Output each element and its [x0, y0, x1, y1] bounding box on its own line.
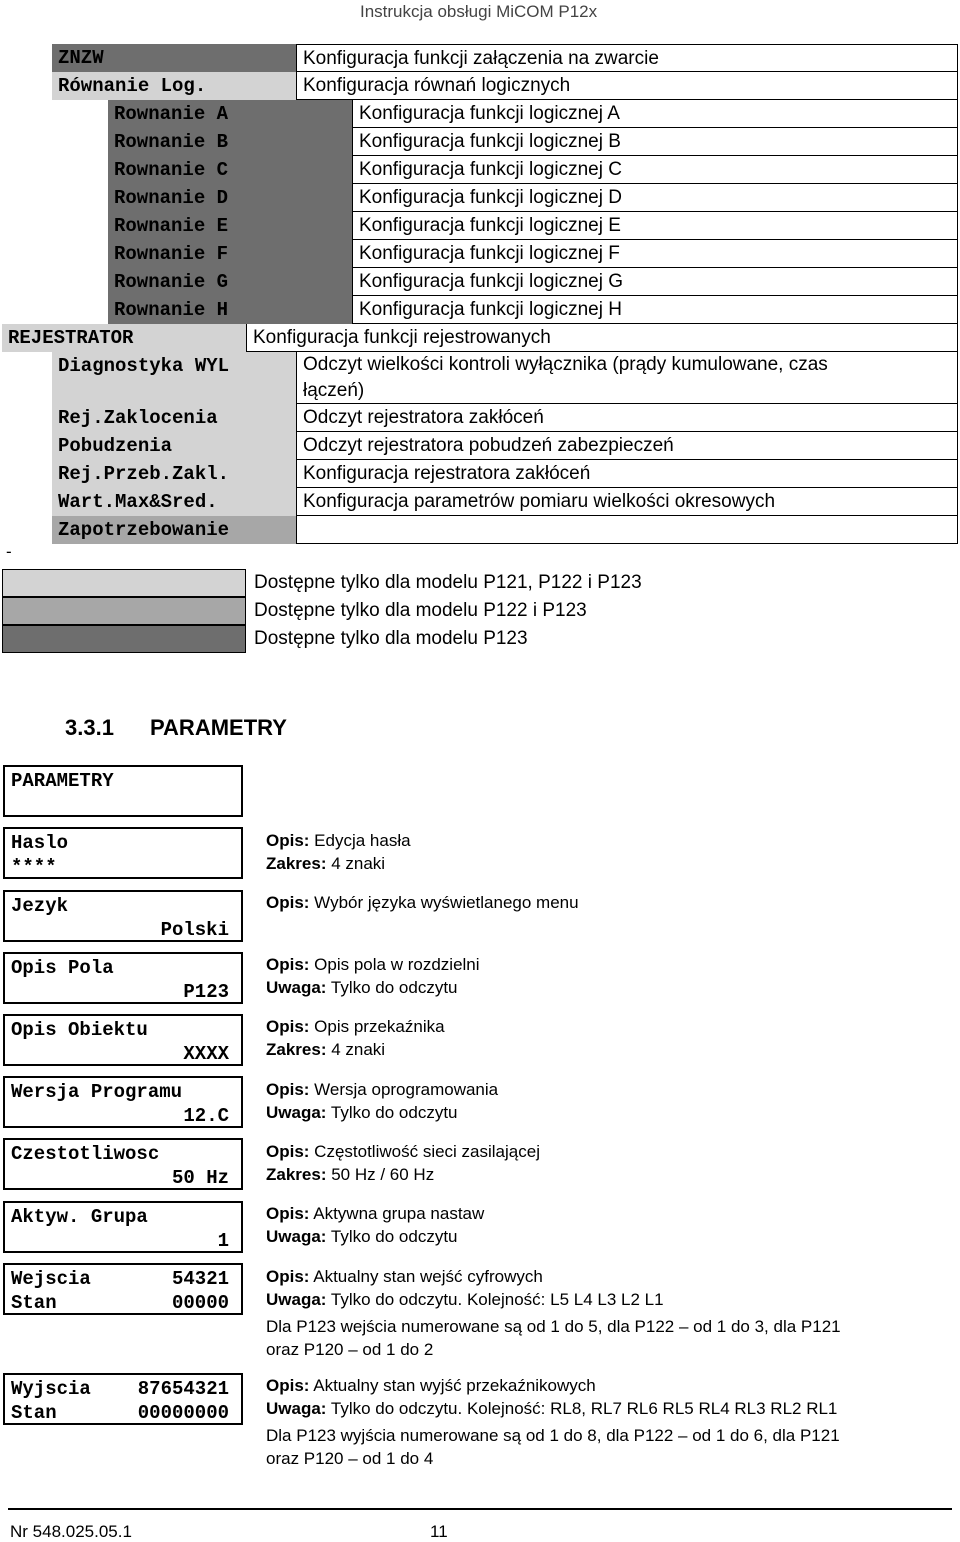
desc-text: Opis pola w rozdzielni — [309, 955, 480, 974]
desc-text: Tylko do odczytu — [326, 978, 458, 997]
menu-row — [0, 324, 960, 352]
param-box-frequency — [3, 1138, 243, 1190]
menu-code: ZNZW — [52, 44, 296, 72]
param-label: Jezyk — [11, 895, 69, 917]
desc-text: 4 znaki — [326, 1040, 386, 1059]
desc-label: Opis: — [266, 893, 310, 912]
param-desc — [266, 1202, 956, 1248]
param-box-object-desc — [3, 1014, 243, 1066]
param-desc — [266, 891, 956, 914]
param-box-language — [3, 890, 243, 942]
param-desc — [266, 1140, 956, 1186]
desc-text: Tylko do odczytu. Kolejność: L5 L4 L3 L2 L1 — [326, 1290, 664, 1309]
header-title: Instrukcja obsługi MiCOM P12x — [360, 2, 598, 21]
menu-desc: Konfiguracja funkcji rejestrowanych — [246, 324, 958, 352]
menu-code: Rownanie C — [108, 156, 352, 184]
menu-code: Rej.Zaklocenia — [52, 404, 296, 432]
menu-code: REJESTRATOR — [2, 324, 246, 352]
param-desc — [266, 1015, 956, 1061]
desc-label: Uwaga: — [266, 1399, 327, 1418]
desc-label: Zakres: — [266, 854, 327, 873]
menu-row — [0, 184, 960, 212]
param-label-2: Stan — [11, 1292, 57, 1314]
menu-code: Rownanie G — [108, 268, 352, 296]
menu-desc: Konfiguracja funkcji logicznej H — [352, 296, 958, 324]
desc-label: Opis: — [266, 1017, 310, 1036]
menu-desc — [296, 352, 958, 404]
desc-text: Aktualny stan wejść cyfrowych — [309, 1267, 543, 1286]
desc-label: Uwaga: — [266, 978, 327, 997]
menu-desc-line: Odczyt wielkości kontroli wyłącznika (prądy kumulowane, czas — [303, 354, 828, 375]
menu-row — [0, 516, 960, 544]
desc-note: oraz P120 – od 1 do 2 — [266, 1340, 434, 1359]
menu-code: Równanie Log. — [52, 72, 296, 100]
desc-text: Edycja hasła — [309, 831, 411, 850]
legend-text: Dostępne tylko dla modelu P121, P122 i P123 — [254, 572, 642, 593]
desc-text: Tylko do odczytu — [326, 1227, 458, 1246]
param-value: 00000000 — [137, 1402, 229, 1424]
menu-desc: Konfiguracja funkcji logicznej D — [352, 184, 958, 212]
menu-code: Rownanie H — [108, 296, 352, 324]
menu-row — [0, 156, 960, 184]
desc-label: Opis: — [266, 1376, 310, 1395]
param-value: XXXX — [183, 1043, 229, 1065]
param-label-2: Stan — [11, 1402, 57, 1424]
legend-text: Dostępne tylko dla modelu P122 i P123 — [254, 600, 587, 621]
param-head-box — [3, 765, 243, 817]
param-index: 87654321 — [137, 1378, 229, 1400]
param-box-active-group — [3, 1201, 243, 1253]
menu-code: Rownanie B — [108, 128, 352, 156]
desc-note: Dla P123 wejścia numerowane są od 1 do 5, dla P122 – od 1 do 3, dla P121 — [266, 1317, 841, 1336]
param-label: Opis Pola — [11, 957, 114, 979]
footer-page-number: 11 — [430, 1522, 448, 1541]
menu-desc-line: łączeń) — [303, 380, 365, 401]
param-desc — [266, 829, 956, 875]
param-head-label: PARAMETRY — [11, 770, 114, 792]
menu-code: Rownanie A — [108, 100, 352, 128]
menu-desc: Konfiguracja funkcji logicznej F — [352, 240, 958, 268]
param-desc — [266, 1265, 956, 1361]
menu-code: Rownanie E — [108, 212, 352, 240]
desc-label: Zakres: — [266, 1165, 327, 1184]
menu-desc: Konfiguracja funkcji logicznej B — [352, 128, 958, 156]
desc-label: Zakres: — [266, 1040, 327, 1059]
param-box-software-version — [3, 1076, 243, 1128]
menu-row — [0, 488, 960, 516]
desc-label: Opis: — [266, 1080, 310, 1099]
menu-desc: Odczyt rejestratora pobudzeń zabezpieczeń — [296, 432, 958, 460]
desc-label: Opis: — [266, 955, 310, 974]
param-label: Wersja Programu — [11, 1081, 183, 1103]
menu-row — [0, 432, 960, 460]
param-index: 54321 — [171, 1268, 229, 1290]
menu-desc: Konfiguracja funkcji logicznej E — [352, 212, 958, 240]
param-desc — [266, 1374, 956, 1470]
menu-desc — [296, 516, 958, 544]
menu-desc: Konfiguracja funkcji logicznej C — [352, 156, 958, 184]
param-label: Wejscia — [11, 1268, 91, 1290]
menu-code: Zapotrzebowanie — [52, 516, 296, 544]
menu-row — [0, 212, 960, 240]
desc-label: Uwaga: — [266, 1227, 327, 1246]
desc-text: Częstotliwość sieci zasilającej — [309, 1142, 540, 1161]
menu-code: Rej.Przeb.Zakl. — [52, 460, 296, 488]
section-title: PARAMETRY — [150, 715, 287, 740]
desc-text: Tylko do odczytu — [326, 1103, 458, 1122]
section-number: 3.3.1 — [65, 715, 114, 740]
menu-row — [0, 352, 960, 404]
menu-desc: Konfiguracja parametrów pomiaru wielkości okresowych — [296, 488, 958, 516]
param-desc — [266, 953, 956, 999]
menu-desc: Konfiguracja równań logicznych — [296, 72, 958, 100]
param-label: Czestotliwosc — [11, 1143, 160, 1165]
menu-row — [0, 404, 960, 432]
menu-row — [0, 44, 960, 72]
param-value: 12.C — [183, 1105, 229, 1127]
desc-label: Uwaga: — [266, 1103, 327, 1122]
legend-text: Dostępne tylko dla modelu P123 — [254, 628, 528, 649]
desc-label: Opis: — [266, 1267, 310, 1286]
param-value: 1 — [217, 1230, 229, 1252]
menu-row — [0, 460, 960, 488]
menu-desc: Konfiguracja funkcji załączenia na zwarcie — [296, 44, 958, 72]
param-desc — [266, 1078, 956, 1124]
legend-swatch-dark — [2, 625, 246, 653]
dash-mark: - — [6, 542, 12, 561]
desc-label: Uwaga: — [266, 1290, 327, 1309]
param-value: P123 — [183, 981, 229, 1003]
param-label: Haslo — [11, 832, 69, 854]
menu-row — [0, 296, 960, 324]
param-value: Polski — [160, 919, 229, 941]
menu-row — [0, 240, 960, 268]
legend-swatch-light — [2, 569, 246, 597]
desc-label: Opis: — [266, 1142, 310, 1161]
desc-text: Opis przekaźnika — [309, 1017, 445, 1036]
menu-desc: Odczyt rejestratora zakłóceń — [296, 404, 958, 432]
menu-code: Rownanie D — [108, 184, 352, 212]
menu-code: Diagnostyka WYL — [52, 352, 296, 404]
desc-text: Aktualny stan wyjść przekaźnikowych — [309, 1376, 596, 1395]
menu-code: Rownanie F — [108, 240, 352, 268]
menu-desc: Konfiguracja funkcji logicznej G — [352, 268, 958, 296]
param-value: 50 Hz — [171, 1167, 229, 1189]
menu-row — [0, 100, 960, 128]
desc-text: 50 Hz / 60 Hz — [326, 1165, 435, 1184]
footer-rule — [8, 1508, 952, 1510]
param-box-inputs — [3, 1263, 243, 1315]
menu-desc: Konfiguracja rejestratora zakłóceń — [296, 460, 958, 488]
param-value: 00000 — [171, 1292, 229, 1314]
param-label: Aktyw. Grupa — [11, 1206, 148, 1228]
param-box-password — [3, 827, 243, 879]
param-box-outputs — [3, 1373, 243, 1425]
desc-text: Wersja oprogramowania — [309, 1080, 499, 1099]
param-label: Wyjscia — [11, 1378, 91, 1400]
desc-note: Dla P123 wyjścia numerowane są od 1 do 8, dla P122 – od 1 do 6, dla P121 — [266, 1426, 840, 1445]
menu-row — [0, 268, 960, 296]
menu-code: Pobudzenia — [52, 432, 296, 460]
desc-label: Opis: — [266, 1204, 310, 1223]
desc-label: Opis: — [266, 831, 310, 850]
menu-row — [0, 72, 960, 100]
desc-text: Aktywna grupa nastaw — [309, 1204, 485, 1223]
param-value: **** — [11, 856, 57, 878]
legend-swatch-mid — [2, 597, 246, 625]
param-box-field-desc — [3, 952, 243, 1004]
desc-note: oraz P120 – od 1 do 4 — [266, 1449, 434, 1468]
menu-code: Wart.Max&Sred. — [52, 488, 296, 516]
footer-doc-number: Nr 548.025.05.1 — [10, 1522, 132, 1541]
param-label: Opis Obiektu — [11, 1019, 148, 1041]
menu-desc: Konfiguracja funkcji logicznej A — [352, 100, 958, 128]
desc-text: 4 znaki — [326, 854, 386, 873]
desc-text: Tylko do odczytu. Kolejność: RL8, RL7 RL6 RL5 RL4 RL3 RL2 RL1 — [326, 1399, 838, 1418]
menu-row — [0, 128, 960, 156]
desc-text: Wybór języka wyświetlanego menu — [309, 893, 579, 912]
